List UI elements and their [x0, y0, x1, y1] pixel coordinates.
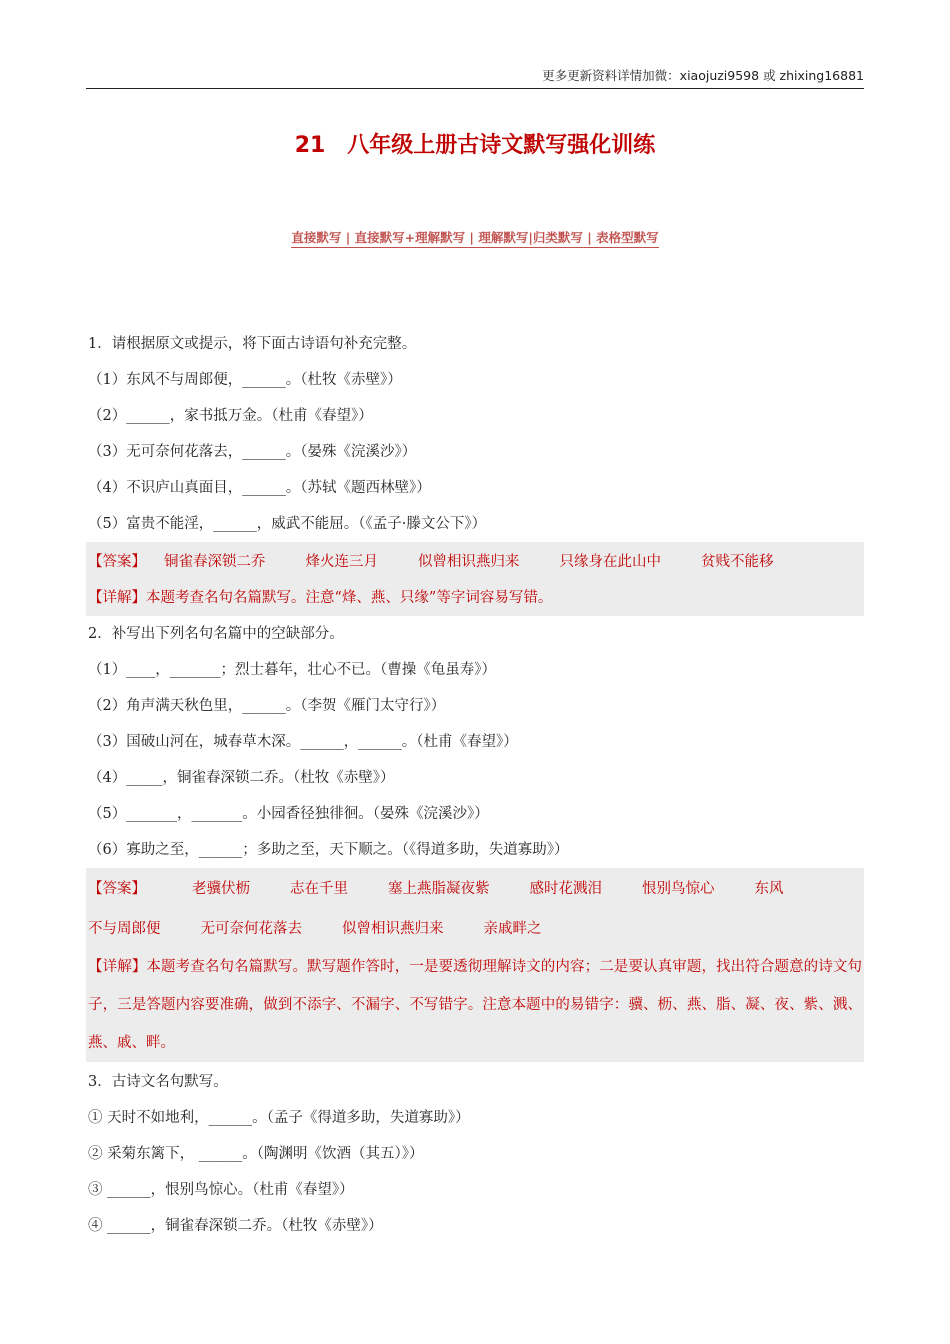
question-1-item: （5）富贵不能淫，______，威武不能屈。（《孟子·滕文公下》） [88, 516, 487, 532]
question-2-item: （6）寡助之至，______；多助之至，天下顺之。（《得道多助，失道寡助》） [88, 842, 569, 858]
answer-item: 无可奈何花落去 [200, 921, 302, 937]
question-1-item: （4）不识庐山真面目，______。（苏轼《题西林壁》） [88, 480, 431, 496]
header-note: 更多更新资料详情加微：xiaojuzi9598 或 zhixing16881 [542, 68, 864, 83]
question-1-item: （3）无可奈何花落去，______。（晏殊《浣溪沙》） [88, 444, 417, 460]
answer-item: 烽火连三月 [305, 554, 378, 570]
question-1-item: （2）______，家书抵万金。（杜甫《春望》） [88, 408, 373, 424]
subtitle-text: 直接默写 | 直接默写+理解默写 | 理解默写|归类默写 | 表格型默写 [291, 230, 658, 248]
question-2-answer-line2 [86, 908, 864, 948]
answer-item: 老骥伏枥 [192, 881, 250, 897]
question-1-detail: 【详解】本题考查名句名篇默写。注意“烽、燕、只缘”等字词容易写错。 [86, 580, 864, 616]
answer-item: 塞上燕脂凝夜紫 [388, 881, 490, 897]
answer-tag: 【答案】 [88, 881, 146, 897]
question-2-item: （4）_____，铜雀春深锁二乔。（杜牧《赤壁》） [88, 770, 395, 786]
question-2-stem: 2．补写出下列名句名篇中的空缺部分。 [88, 626, 344, 642]
answer-item: 铜雀春深锁二乔 [164, 554, 266, 570]
answer-item: 志在千里 [290, 881, 348, 897]
header-divider [86, 88, 864, 89]
question-3-item: ① 天时不如地利，______。（孟子《得道多助，失道寡助》） [88, 1110, 470, 1126]
answer-tag: 【答案】 [88, 554, 146, 570]
question-1-answer [86, 542, 864, 580]
answer-item: 只缘身在此山中 [559, 554, 661, 570]
question-3-item: ③ ______，恨别鸟惊心。（杜甫《春望》） [88, 1182, 354, 1198]
answer-item: 贫贱不能移 [701, 554, 774, 570]
question-1-item: （1）东风不与周郎便，______。（杜牧《赤壁》） [88, 372, 402, 388]
question-3-item: ④ ______，铜雀春深锁二乔。（杜牧《赤壁》） [88, 1218, 383, 1234]
question-2-answer-line1 [86, 868, 864, 908]
question-3-stem: 3．古诗文名句默写。 [88, 1074, 228, 1090]
question-3-item: ② 采菊东篱下， ______。（陶渊明《饮酒（其五）》） [88, 1146, 424, 1162]
answer-item: 感时花溅泪 [529, 881, 602, 897]
page-subtitle [0, 228, 950, 246]
question-1-stem: 1．请根据原文或提示，将下面古诗语句补充完整。 [88, 336, 417, 352]
question-2-item: （2）角声满天秋色里，______。（李贺《雁门太守行》） [88, 698, 446, 714]
answer-item: 似曾相识燕归来 [342, 921, 444, 937]
answer-item: 东风 [754, 881, 784, 897]
question-2-detail: 【详解】本题考查名句名篇默写。默写题作答时，一是要透彻理解诗文的内容；二是要认真审题，找出符合题意的诗文句子，三是答题内容要准确，做到不添字、不漏字、不写错字。注意本题中的易错字：骥、枥、燕、脂、凝、夜、紫、溅、燕、戚、畔。 [86, 948, 864, 1062]
question-2-item: （3）国破山河在，城春草木深。______，______。（杜甫《春望》） [88, 734, 518, 750]
answer-item: 似曾相识燕归来 [418, 554, 520, 570]
page-title: 21 八年级上册古诗文默写强化训练 [294, 133, 656, 158]
question-2-item: （1）____，_______；烈士暮年，壮心不已。（曹操《龟虽寿》） [88, 662, 496, 678]
answer-item: 不与周郎便 [88, 921, 161, 937]
answer-item: 恨别鸟惊心 [642, 881, 715, 897]
answer-item: 亲戚畔之 [483, 921, 542, 937]
exercise-content [86, 326, 864, 1244]
question-2-item: （5）_______，_______。小园香径独徘徊。（晏殊《浣溪沙》） [88, 806, 489, 822]
